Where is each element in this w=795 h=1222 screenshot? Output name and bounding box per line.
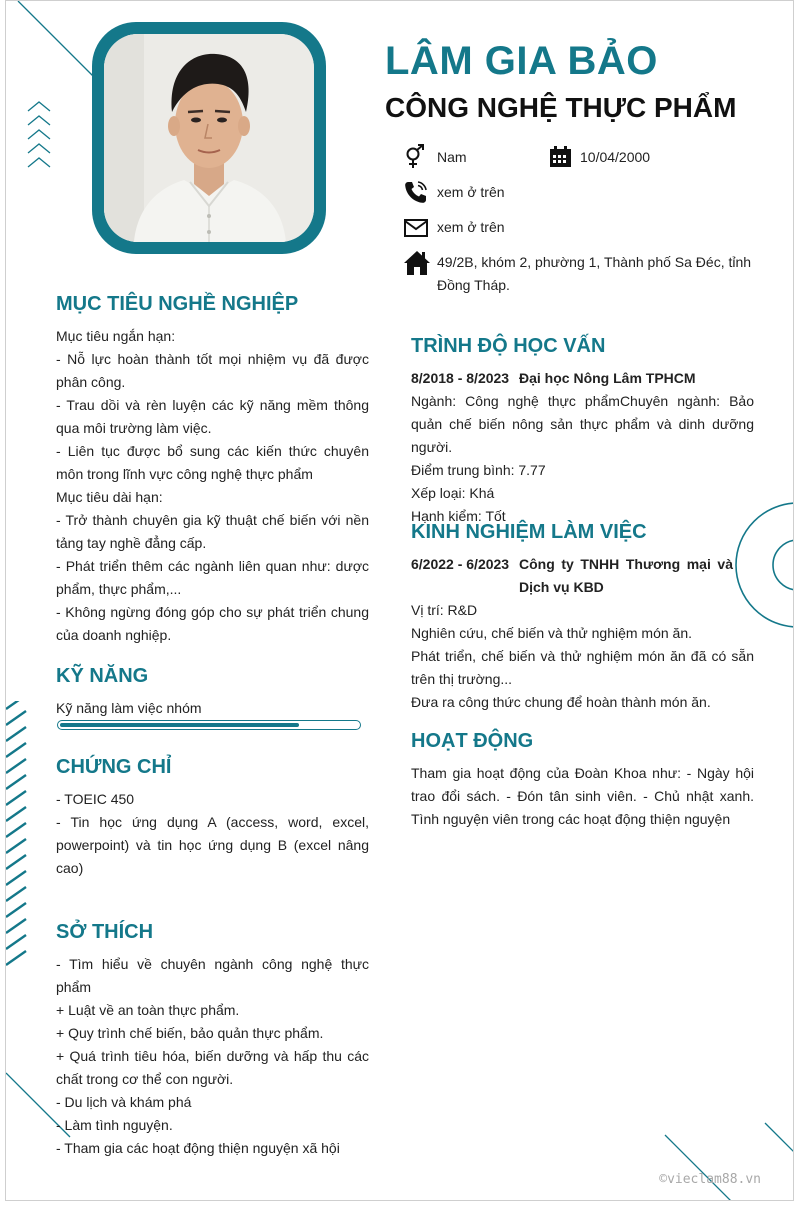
gender-value: Nam xyxy=(437,149,467,165)
objective-body xyxy=(56,325,369,647)
hobby-line: + Quá trình tiêu hóa, biến dưỡng và hấp thu các chất trong cơ thể con người. xyxy=(56,1048,369,1087)
experience-line: Vị trí: R&D xyxy=(411,602,478,618)
objective-line: - Phát triển thêm các ngành liên quan như: dược phẩm, thực phẩm,... xyxy=(56,558,369,597)
objective-line: Mục tiêu ngắn hạn: xyxy=(56,328,176,344)
hobby-line: + Luật về an toàn thực phẩm. xyxy=(56,1002,240,1018)
experience-line: Đưa ra công thức chung để hoàn thành món ăn. xyxy=(411,694,711,710)
objective-line: - Liên tục được bổ sung các kiến thức chuyên môn trong lĩnh vực công nghệ thực phẩm xyxy=(56,443,369,482)
certificate-line: - TOEIC 450 xyxy=(56,791,135,807)
objective-title: MỤC TIÊU NGHỀ NGHIỆP xyxy=(56,293,299,315)
hobby-line: - Tìm hiểu về chuyên ngành công nghệ thực phẩm xyxy=(56,956,369,995)
experience-title: KINH NGHIỆM LÀM VIỆC xyxy=(411,521,647,543)
candidate-name: LÂM GIA BẢO xyxy=(385,39,658,83)
hobby-line: - Làm tình nguyện. xyxy=(56,1117,173,1133)
objective-line: - Trở thành chuyên gia kỹ thuật chế biến với nền tảng tay nghề đẳng cấp. xyxy=(56,512,369,551)
certificate-line: - Tin học ứng dụng A (access, word, excel, powerpoint) và tin học ứng dụng B (excel nâng cao) xyxy=(56,814,369,876)
skill-progress-fill xyxy=(60,723,299,727)
certificates-body xyxy=(56,788,369,880)
birthday-value: 10/04/2000 xyxy=(580,149,651,165)
hobbies-body xyxy=(56,953,369,1160)
gender-icon xyxy=(403,144,429,170)
job-title: CÔNG NGHỆ THỰC PHẨM xyxy=(385,92,737,123)
skills-title: KỸ NĂNG xyxy=(56,665,149,687)
objective-line: Mục tiêu dài hạn: xyxy=(56,489,163,505)
phone-icon xyxy=(403,179,429,205)
email-icon xyxy=(403,215,429,241)
profile-photo xyxy=(104,34,314,242)
calendar-icon xyxy=(548,144,574,170)
hatch-decoration xyxy=(6,701,30,971)
experience-line: Nghiên cứu, chế biến và thử nghiệm món ăn. xyxy=(411,625,693,641)
experience-company: Công ty TNHH Thương mại và Dịch vụ KBD xyxy=(519,556,733,595)
objective-line: - Trau dồi và rèn luyện các kỹ năng mềm thông qua môi trường làm việc. xyxy=(56,397,369,436)
hobby-line: - Tham gia các hoạt động thiện nguyện xã hội xyxy=(56,1140,340,1156)
education-line: Xếp loại: Khá xyxy=(411,485,495,501)
objective-line: - Không ngừng đóng góp cho sự phát triển chung của doanh nghiệp. xyxy=(56,604,369,643)
education-title: TRÌNH ĐỘ HỌC VẤN xyxy=(411,335,606,357)
education-line: Ngành: Công nghệ thực phẩmChuyên ngành: Bảo quản chế biến nông sản thực phẩm và dinh dưỡng người. xyxy=(411,393,754,455)
profile-photo-frame xyxy=(92,22,326,254)
phone-value: xem ở trên xyxy=(437,184,505,200)
certificates-title: CHỨNG CHỈ xyxy=(56,756,172,778)
hobby-line: - Du lịch và khám phá xyxy=(56,1094,192,1110)
education-body xyxy=(411,390,754,528)
watermark: ©vieclam88.vn xyxy=(659,1172,761,1187)
corner-line-top-left xyxy=(6,1,106,91)
hobbies-title: SỞ THÍCH xyxy=(56,921,154,943)
hobby-line: + Quy trình chế biến, bảo quản thực phẩm. xyxy=(56,1025,324,1041)
experience-period: 6/2022 - 6/2023 xyxy=(411,556,510,572)
activities-text: Tham gia hoạt động của Đoàn Khoa như: - Ngày hội trao đổi sách. - Đón tân sinh viên. - Chủ nhật xanh. Tình nguyện viên trong các hoạt động thiện nguyện xyxy=(411,765,754,827)
email-value: xem ở trên xyxy=(437,219,505,235)
education-line: Điểm trung bình: 7.77 xyxy=(411,462,546,478)
activities-title: HOẠT ĐỘNG xyxy=(411,730,534,752)
objective-line: - Nỗ lực hoàn thành tốt mọi nhiệm vụ đã được phân công. xyxy=(56,351,369,390)
home-icon xyxy=(403,249,429,275)
education-school: Đại học Nông Lâm TPHCM xyxy=(519,370,696,386)
skill-progress-bar xyxy=(57,720,361,730)
chevron-stack-decoration xyxy=(26,99,54,175)
experience-body xyxy=(411,599,754,714)
cv-page xyxy=(5,0,794,1201)
corner-lines-bottom-right xyxy=(661,1121,794,1201)
experience-line: Phát triển, chế biến và thử nghiệm món ăn đã có sẵn trên thị trường... xyxy=(411,648,754,687)
address-value: 49/2B, khóm 2, phường 1, Thành phố Sa Đéc, tỉnh Đồng Tháp. xyxy=(437,254,752,293)
education-period: 8/2018 - 8/2023 xyxy=(411,370,510,386)
education-line: Hạnh kiểm: Tốt xyxy=(411,508,506,524)
skill-name: Kỹ năng làm việc nhóm xyxy=(56,700,202,716)
